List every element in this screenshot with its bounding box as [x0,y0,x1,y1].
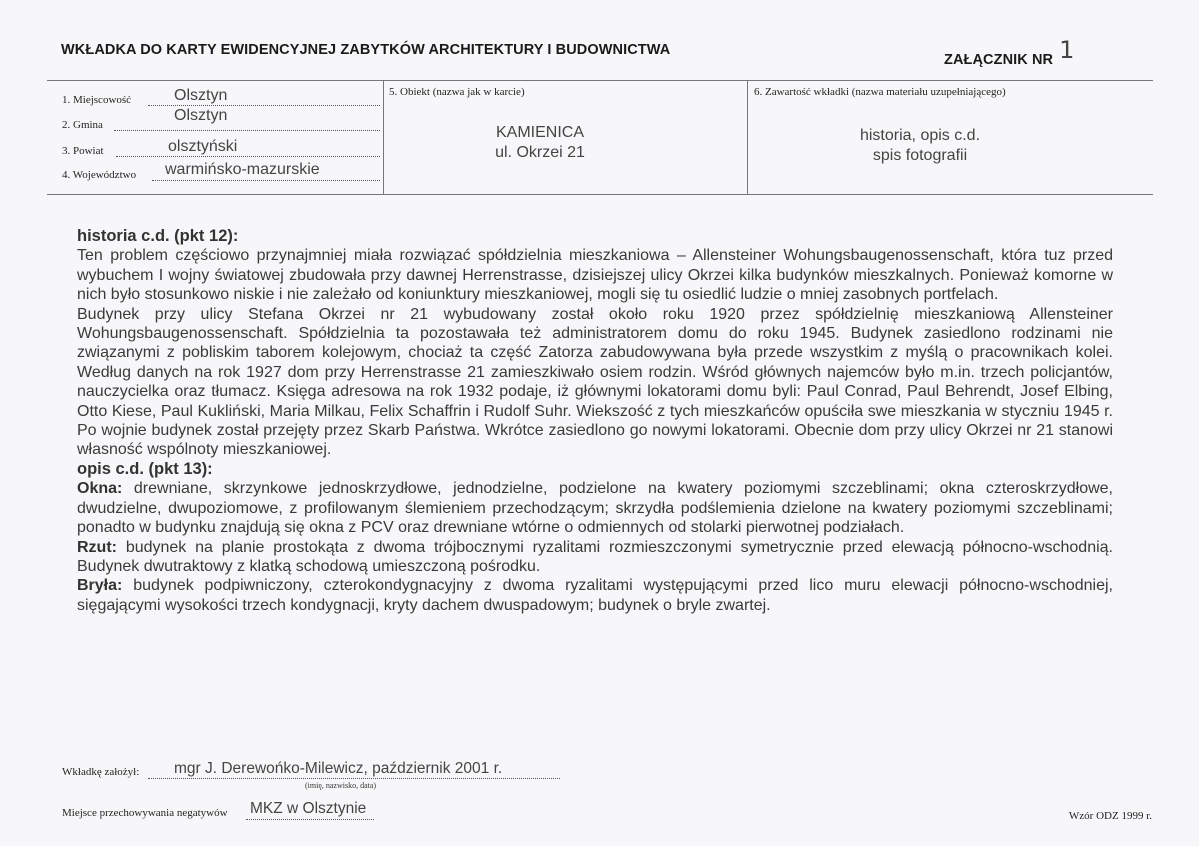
form-title: WKŁADKA DO KARTY EWIDENCYJNEJ ZABYTKÓW ARCHITEKTURY I BUDOWNICTWA [61,42,671,58]
field-miejscowosc [62,88,380,108]
content-item-2: spis fotografii [872,147,968,164]
author-value: mgr J. Derewońko-Milewicz, październik 2001 r. [174,760,503,777]
field-value: Olsztyn [174,107,228,124]
content-box-value [820,126,1020,166]
table-bottom-border [47,194,1153,195]
rzut-text: budynek na planie prostokąta z dwoma trójbocznymi ryzalitami rozmieszczonymi symetrycznie przed elewacją północno-wschodnią. Budynek dwutraktowy z klatką schodową umieszczoną pośrodku. [77,538,1113,575]
field-label: 2. Gmina [62,119,103,131]
okna-text: drewniane, skrzynkowe jednoskrzydłowe, jednodzielne, podzielone na kwatery poziomymi szczeblinami; okna czteroskrzydłowe, dwudzielne, dwupoziomowe, z profilowanym ślemieniem przechodzącym; skrzydła podślemienia dzielone na kwatery poziomymi szczeblinami; ponadto w budynku znajdują się okna z PCV oraz drewniane wtórne o odmiennych od stolarki pierwotnej podziałach. [77,480,1113,537]
storage-dotted-line [246,819,374,820]
table-divider-1 [383,80,384,194]
object-name: KAMIENICA [495,124,584,141]
annex-label-text: ZAŁĄCZNIK NR [944,52,1054,68]
document-body [77,227,1113,615]
field-label: 3. Powiat [62,145,104,157]
object-box-title: 5. Obiekt (nazwa jak w karcie) [389,86,525,98]
bryla-paragraph [77,576,1113,615]
dotted-line [116,156,380,157]
dotted-line [148,105,380,106]
rzut-label: Rzut: [77,538,117,556]
table-top-border [47,80,1153,81]
dotted-line [152,180,380,181]
dotted-line [114,130,380,131]
field-value: warmińsko-mazurskie [165,161,320,178]
okna-label: Okna: [77,480,123,498]
field-wojewodztwo [62,163,380,183]
form-version: Wzór ODZ 1999 r. [1068,810,1152,822]
annex-number: 1 [1059,36,1075,64]
historia-heading: historia c.d. (pkt 12): [77,227,239,245]
author-caption: (imię, nazwisko, data) [305,781,377,790]
content-box-title: 6. Zawartość wkładki (nazwa materiału uzupełniającego) [754,86,1006,98]
field-value: olsztyński [168,138,238,155]
field-value: Olsztyn [174,87,228,104]
storage-label: Miejsce przechowywania negatywów [62,807,228,819]
okna-paragraph [77,479,1113,537]
table-divider-2 [747,80,748,194]
historia-paragraph-1: Ten problem częściowo przynajmniej miała rozwiązać spółdzielnia mieszkaniowa – Allensteiner Wohungsbaugenossenschaft, która tuz przed wybuchem I wojny światowej zbudowała przy dawnej Herrenstrasse, dzisiejszej ulicy Okrzei kilka budynków mieszkalnych. Ponieważ komorne w nich było stosunkowo niskie i nie zależało od koniunktury mieszkaniowej, mogli się tu osiedlić ludzie o mniej zasobnych portfelach. [77,247,1113,304]
object-address: ul. Okrzei 21 [495,144,585,161]
bryla-text: budynek podpiwniczony, czterokondygnacyjny z dwoma ryzalitami występującymi przed lico muru elewacji północno-wschodniej, sięgającymi wysokości trzech kondygnacji, kryty dachem dwuspadowym; budynek o bryle zwartej. [77,577,1113,614]
bryla-label: Bryła: [77,577,123,595]
storage-value: MKZ w Olsztynie [250,800,367,817]
opis-heading: opis c.d. (pkt 13): [77,459,213,478]
field-label: 4. Województwo [62,169,137,181]
field-powiat [62,139,380,159]
author-label: Wkładkę założył: [62,766,140,778]
field-gmina [62,107,380,133]
historia-paragraph-2: Budynek przy ulicy Stefana Okrzei nr 21 wybudowany został około roku 1920 przez spółdzielnię mieszkaniową Allensteiner Wohungsbaugenossenschaft. Spółdzielnia ta pozostawała też administratorem domu do roku 1945. Budynek zasiedlono rodzinami nie związanymi z pobliskim taborem kolejowym, chociaż ta część Zatorza zabudowywana była przede wszystkim z myślą o pracownikach kolei. Według danych na rok 1927 dom przy Herrenstrasse 21 zamieszkiwało osiem rodzin. Wśród głównych najemców było m.in. trzech policjantów, nauczycielka oraz tłumacz. Księga adresowa na rok 1932 podaje, iż głównymi lokatorami domu byli: Paul Conrad, Paul Behrendt, Josef Elbing, Otto Kiese, Paul Kukliński, Maria Milkau, Felix Schaffrin i Rudolf Suhr. Wiekszość z tych mieszkańców opuściła swe mieszkania w styczniu 1945 r. Po wojnie budynek został przejęty przez Skarb Państwa. Wkrótce zasiedlono go nowymi lokatorami. Obecnie dom przy ulicy Okrzei nr 21 stanowi własność wspólnoty mieszkaniowej. [77,305,1113,459]
annex-label [944,36,1075,70]
author-dotted-line [148,778,560,779]
content-item-1: historia, opis c.d. [859,127,981,144]
field-label: 1. Miejscowość [62,94,132,106]
object-box-value [440,123,640,163]
rzut-paragraph [77,538,1113,577]
